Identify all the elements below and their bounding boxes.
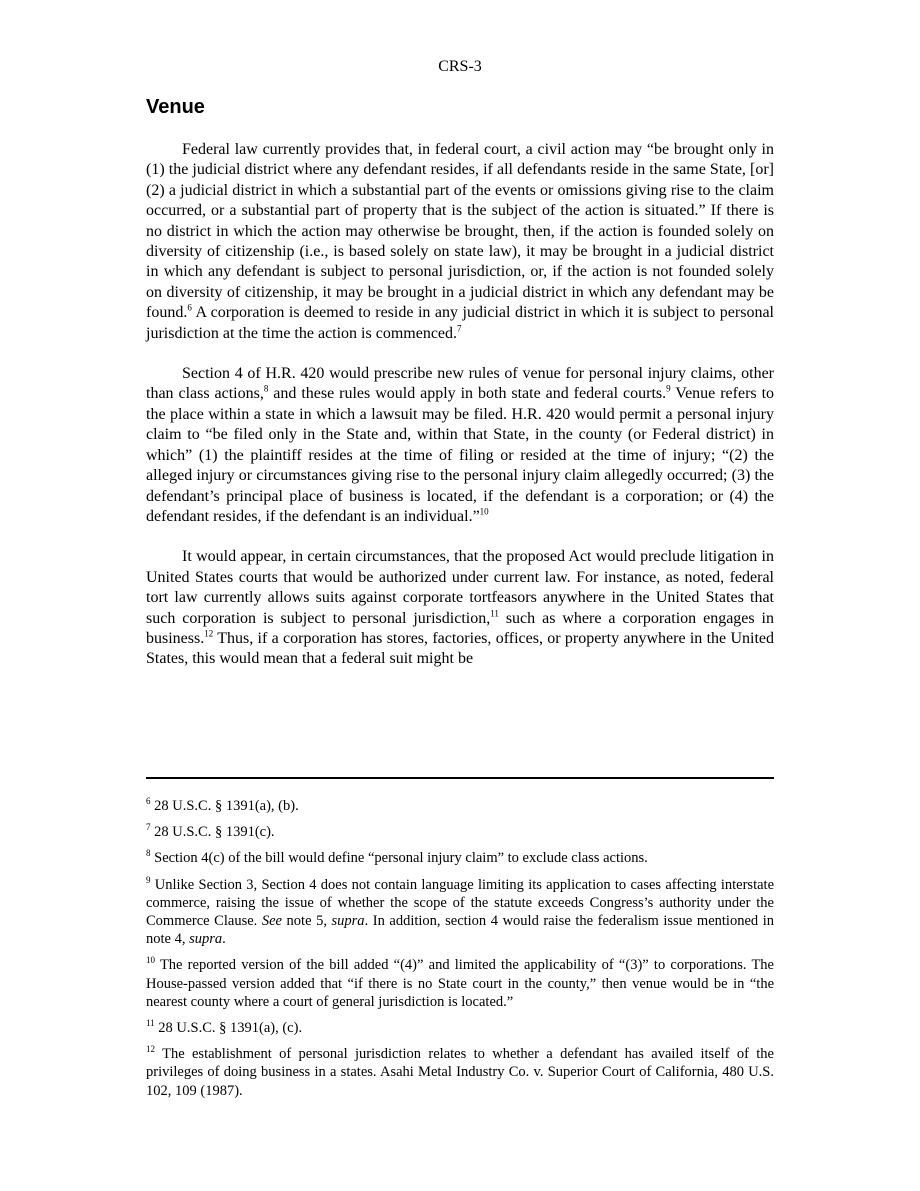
footnote-number: 10 (146, 955, 155, 966)
footnote-ref: 7 (457, 323, 462, 334)
italic-text: See (261, 913, 282, 930)
footnote-number: 7 (146, 822, 151, 833)
footnote-number: 8 (146, 848, 151, 859)
footnote-number: 9 (146, 874, 151, 885)
text-run: . (222, 931, 226, 948)
text-run: Federal law currently provides that, in federal court, a civil action may “be brought only in (1) the judicial district where any defendant resides, if all defendants reside in the same State, [or] (2) a judicial district in which a substantial part of the events or omissions giving rise to the claim occurred, or a substantial part of property that is the subject of the action is situated.” If there is no district in which the action may otherwise be brought, then, if the action is founded solely on diversity of citizenship (i.e., is based solely on state law), it may be brought in a judicial district in which any defendant is subject to personal jurisdiction, or, if the action is not founded solely on diversity of citizenship, it may be brought in a judicial district in which any defendant may be found. (146, 141, 774, 322)
footnote-number: 11 (146, 1018, 155, 1029)
footnote-number: 6 (146, 796, 151, 807)
footnote-ref: 6 (187, 302, 192, 313)
text-run: 28 U.S.C. § 1391(a), (b). (150, 798, 299, 814)
footnote-ref: 12 (204, 628, 214, 639)
footnote-ref: 11 (490, 608, 499, 619)
footnote (146, 849, 774, 867)
footnote (146, 876, 774, 949)
paragraph-section-4 (146, 364, 774, 527)
body-text (146, 140, 774, 690)
footnote-ref: 9 (666, 384, 671, 395)
footnote-ref: 8 (263, 384, 269, 395)
paragraph-preclusion (146, 547, 774, 669)
text-run: The establishment of personal jurisdiction relates to whether a defendant has availed itself of the privileges of doing business in a states. Asahi Metal Industry Co. v. Superior Court of California, 480 U.S. 102, 109 (1987). (146, 1046, 774, 1099)
footnote (146, 797, 774, 815)
text-run: such as where a corporation engages in business. (146, 609, 774, 647)
text-run: Unlike Section 3, Section 4 does not contain language limiting its application to cases affecting interstate commerce, raising the issue of whether the scope of the statute exceeds Congress’s authority under the Commerce Clause. (146, 876, 774, 930)
text-run: 28 U.S.C. § 1391(a), (c). (154, 1020, 303, 1037)
footnote-ref: 10 (479, 506, 489, 517)
text-run: A corporation is deemed to reside in any judicial district in which it is subject to personal jurisdiction at the time the action is commenced. (146, 304, 774, 342)
footnotes (146, 797, 774, 1108)
footnote-divider (146, 777, 774, 779)
footnote (146, 823, 774, 841)
footnote (146, 1045, 774, 1100)
text-run: . In addition, section 4 would raise the federalism issue mentioned in note 4, (146, 913, 774, 948)
italic-text: supra (331, 913, 365, 930)
text-run: It would appear, in certain circumstances, that the proposed Act would preclude litigation in United States courts that would be authorized under current law. For instance, as noted, federal tort law currently allows suits against corporate tortfeasors anywhere in the United States that such corporation is subject to personal jurisdiction, (146, 548, 774, 627)
text-run: The reported version of the bill added “(4)” and limited the applicability of “(3)” to corporations. The House-passed version added that “if there is no State court in the county,” then venue would be in “the nearest county where a court of general jurisdiction is located.” (146, 957, 774, 1010)
section-heading: Venue (146, 96, 205, 118)
footnote-number: 12 (146, 1044, 155, 1055)
text-run: Venue refers to the place within a state in which a lawsuit may be filed. H.R. 420 would permit a personal injury claim to “be filed only in the State and, within that State, in the county (or Federal district) in which” (1) the plaintiff resides at the time of filing or resided at the time of injury; “(2) the alleged injury or circumstances giving rise to the personal injury claim allegedly occurred; (3) the defendant’s principal place of business is located, if the defendant is a corporation; or (4) the defendant resides, if the defendant is an individual.” (146, 385, 775, 525)
text-run: Thus, if a corporation has stores, factories, offices, or property anywhere in the United States, this would mean that a federal suit might be (146, 629, 774, 668)
text-run: note 5, (281, 913, 332, 930)
text-run: Section 4 of H.R. 420 would prescribe new rules of venue for personal injury claims, other than class actions, (146, 365, 774, 403)
text-run: 28 U.S.C. § 1391(c). (150, 824, 275, 841)
text-run: and these rules would apply in both state and federal courts. (268, 385, 667, 403)
footnote (146, 1019, 774, 1037)
page-header: CRS-3 (438, 58, 482, 75)
footnote (146, 956, 774, 1011)
italic-text: supra (189, 931, 223, 948)
paragraph-venue-law (146, 140, 774, 344)
text-run: Section 4(c) of the bill would define “personal injury claim” to exclude class actions. (150, 850, 648, 867)
